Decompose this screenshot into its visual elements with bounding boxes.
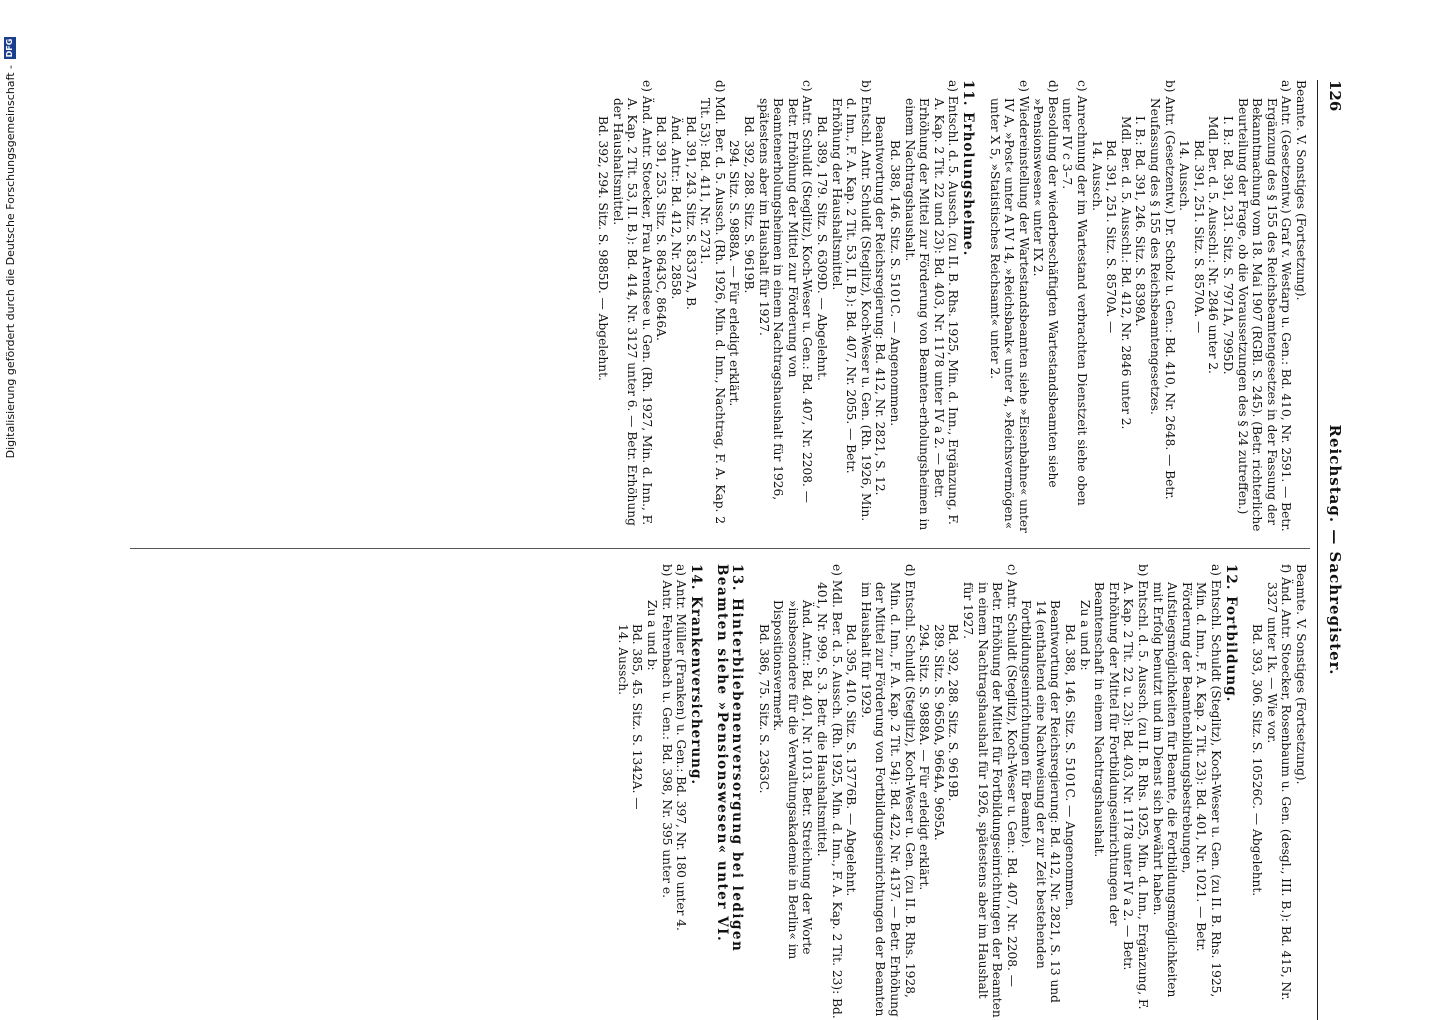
index-entry: I. B.: Bd. 391, 231. Sitz. S. 7971A, 7995D.: [1221, 116, 1236, 375]
index-entry: e) Wiedereinstellung der Wartestandsbeamten siehe »Eisenbahne« unter IV A, »Post« unter A IV 14, »Reichsbank« unter 4, »Reichsvermögen« unter X 5, »Statistisches Reichsamt« unter 2.: [987, 80, 1031, 533]
index-entry: 289. Sitz. S. 9650A, 9664A, 9695A.: [931, 624, 946, 841]
index-entry: 294. Sitz. S. 9888A. — Für erledigt erklärt.: [727, 140, 742, 407]
index-entry: Bd. 391, 251. Sitz. S. 8570A. —: [1104, 140, 1119, 334]
section-heading: 13. Hinterbliebenenversorgung bei ledigen Beamten siehe »Pensionswesen« unter VI.: [714, 564, 746, 953]
right-column: [615, 564, 1308, 1019]
index-entry: Bd. 391, 243. Sitz. S. 8337A, B.: [683, 116, 698, 310]
section-heading: 11. Erholungsheime.: [959, 80, 976, 257]
index-entry: Bd. 391, 251. Sitz. S. 8570A. —: [1191, 140, 1206, 334]
index-entry: b) Antr. (Gesetzentw.) Dr. Scholz u. Gen.: Bd. 410, Nr. 2648. — Betr. Neufassung des § 155 des Reichsbeamtengesetzes.: [1148, 80, 1177, 500]
index-entry: b) Antr. Fehrenbach u. Gen.: Bd. 398, Nr. 395 unter e.: [659, 564, 674, 898]
index-entry: Beantwortung der Reichsregierung: Bd. 412, Nr. 2821, S. 12.: [873, 116, 888, 496]
section-heading: 12. Fortbildung.: [1222, 564, 1239, 703]
index-entry: 294. Sitz. S. 9888A. — Für erledigt erklärt.: [917, 624, 932, 891]
index-entry: Zu a und b:: [645, 600, 660, 671]
index-entry: d) Mdl. Ber. d. 5. Aussch. (Rh. 1926, Min. d. Inn., Nachtrag, F. A. Kap. 2 Tit. 53): Bd. 411, Nr. 2731.: [698, 80, 727, 525]
index-entry: e) Mdl. Ber. d. 5. Aussch. (Rh. 1925, Min. d. Inn., F. A. Kap. 2 Tit. 23): Bd. 401, Nr. 999, S. 3. Betr. die Haushaltsmittel.: [815, 564, 844, 1019]
index-entry: d) Entschl. Schuldt (Steglitz), Koch-Weser u. Gen. (zu II. B. Rhs. 1928, Min. d. Inn., F. A. Kap. 2 Tit. 54): Bd. 422, Nr. 4137. — Betr. Erhöhung der Mittel zur Förderung von Fortbildungseinrichtungen der Beamten im Haushalt für 1929.: [858, 564, 917, 1017]
index-entry: c) Antr. Schuldt (Steglitz), Koch-Weser u. Gen.: Bd. 407, Nr. 2208. — Betr. Erhöhung der Mittel für Fortbildungseinrichtungen der Beamten in einem Nachtragshaushalt für 1926, spätestens aber im Haushalt für 1927.: [960, 564, 1019, 1018]
index-entry: Bd. 391, 253. Sitz. S. 8643C, 8646A.: [654, 116, 669, 341]
index-entry: Beamte. V. Sonstiges (Fortsetzung).: [1294, 564, 1308, 785]
index-entry: a) Antr. (Gesetzentw.) Graf v. Westarp u. Gen.: Bd. 410, Nr. 2591. — Betr. Ergänzung des § 155 des Reichsbeamtengesetzes in der Fassung der Bekanntmachung vom 18. Mai 1907 (RGBl. S. 245). (Betr. richterliche Beurteilung der Frage, ob die Voraussetzungen des § 24 zutreffen.): [1235, 80, 1294, 532]
index-entry: f) Änd. Antr. Stoecker, Rosenbaum u. Gen. (desgl., III. B.): Bd. 415, Nr. 3327 unter 1k. — Wie vor.: [1264, 564, 1294, 1001]
index-entry: Bd. 386, 75. Sitz. S. 2363C.: [756, 624, 771, 794]
index-entry: Mdl. Ber. d. 5. Ausschl.: Nr. 2846 unter 2.: [1206, 116, 1221, 374]
index-entry: e) Änd. Antr. Stoecker, Frau Arendsee u. Gen. (Rh. 1927, Min. d. Inn., F. A. Kap. 2 Tit. 53, II. B.): Bd. 414, Nr. 3127 unter 6. — Betr. Erhöhung der Haushaltsmittel.: [610, 80, 654, 526]
index-entry: 14. Aussch.: [1177, 140, 1192, 211]
page-header: [1322, 80, 1344, 1020]
index-entry: c) Anrechnung der im Wartestand verbrachten Dienstzeit siehe oben unter IV c 3–7.: [1060, 80, 1090, 506]
left-column: [596, 80, 1309, 535]
index-entry: Bd. 385, 45. Sitz. S. 1342A. —: [630, 624, 645, 810]
index-entry: Bd. 389, 179. Sitz. S. 6309D. — Abgelehnt.: [815, 116, 829, 381]
index-entry: 14. Aussch.: [1089, 140, 1104, 211]
index-entry: Bd. 388, 146. Sitz. S. 5101C. — Angenommen.: [887, 140, 902, 427]
index-entry: Bd. 395, 410. Sitz. S. 13776B. — Abgelehnt.: [844, 624, 859, 897]
index-entry: b) Entschl. Antr. Schuldt (Steglitz), Koch-Weser u. Gen. (Rh. 1926, Min. d. Inn., F. A. Kap. 2 Tit. 53, II. B.): Bd. 407, Nr. 2055. — Betr. Erhöhung der Haushaltsmittel.: [829, 80, 873, 522]
index-entry: 14. Aussch.: [615, 624, 630, 695]
page-number: 126: [1326, 80, 1344, 112]
index-entry: a) Entschl. d. 5. Aussch. (zu II. B. Rhs. 1925, Min. d. Inn., Ergänzung, F. A. Kap. 2 Tit. 22 und 23): Bd. 403, Nr. 1178 unter IV a 2. — Betr. Erhöhung der Mittel zur Förderung von Beamten-erholungsheimen in einem Nachtragshaushalt.: [902, 80, 961, 531]
column-divider: [130, 548, 1310, 549]
index-entry: a) Entschl. Schuldt (Steglitz), Koch-Weser u. Gen. (zu II. B. Rhs. 1925, Min. d. Inn., F. A. Kap. 2 Tit. 23): Bd. 401, Nr. 1021. — Betr. Förderung der Beamtenbildungsbestrebungen, Aufstiegsmöglichkeiten für Beamte, die Fortbildungsmöglichkeiten mit Erfolg benutzt und im Dienst sich bewährt haben.: [1150, 564, 1224, 998]
index-entry: Bd. 393, 306. Sitz. S. 10526C. — Abgelehnt.: [1250, 624, 1265, 897]
index-entry: Änd. Antr.: Bd. 412, Nr. 2858.: [669, 116, 684, 300]
index-entry: Beamte. V. Sonstiges (Fortsetzung).: [1294, 80, 1308, 301]
index-entry: Bd. 392, 288. Sitz. S. 9619B.: [946, 624, 961, 802]
index-entry: c) Antr. Schuldt (Steglitz), Koch-Weser u. Gen.: Bd. 407, Nr. 2208. — Betr. Erhöhung der Mittel zur Förderung von Beamtenerholungsheimen in einem Nachtragshaushalt für 1926, spätestens aber im Haushalt für 1927.: [756, 80, 815, 503]
index-entry: d) Besoldung der wiederbeschäftigten Wartestandsbeamten siehe »Pensionswesen« unter IX 2.: [1031, 80, 1060, 488]
index-entry: Bd. 392, 294. Sitz. S. 9885D. — Abgelehnt.: [596, 116, 611, 381]
index-entry: Bd. 388, 146. Sitz. S. 5101C. — Angenommen.: [1063, 624, 1078, 911]
index-entry: Änd. Antr.: Bd. 401, Nr. 1013. Betr. Streichung der Worte »insbesondere für die Verwaltungsakademie in Berlin« im Dispositionsvermerk.: [771, 600, 815, 960]
index-entry: Zu a und b:: [1077, 600, 1092, 671]
index-entry: I. B.: Bd. 391, 246. Sitz. S. 8398A.: [1133, 116, 1148, 327]
index-entry: b) Entschl. d. 5. Aussch. (zu II. B. Rhs. 1925, Min. d. Inn., Ergänzung, F. A. Kap. 2 Tit. 22 u. 23): Bd. 403, Nr. 1178 unter IV a 2. — Betr. Erhöhung der Mittel für Fortbildungseinrichtungen der Beamtenschaft in einem Nachtragshaushalt.: [1092, 564, 1151, 1010]
digitization-credit: [3, 37, 17, 977]
header-rule: [1317, 80, 1318, 1020]
running-title: Reichstag. — Sachregister.: [1326, 424, 1344, 676]
index-entry: Beantwortung der Reichsregierung: Bd. 412, Nr. 2821, S. 13 und 14 (enthaltend eine Nachweisung der zur Zeit bestehenden Fortbildungseinrichtungen für Beamte).: [1019, 600, 1063, 1003]
credit-text: Digitalisierung gefördert durch die Deutsche Forschungsgemeinschaft -: [3, 65, 17, 459]
index-entry: a) Antr. Müller (Franken) u. Gen.: Bd. 397, Nr. 180 unter 4.: [674, 564, 689, 931]
scanned-page: [120, 80, 1350, 1020]
index-entry: Bd. 392, 288. Sitz. S. 9619B.: [742, 116, 757, 294]
index-entry: Mdl. Ber. d. 5. Ausschl.: Bd. 412, Nr. 2846 unter 2.: [1118, 116, 1133, 430]
section-heading: 14. Krankenversicherung.: [687, 564, 704, 786]
dfg-logo-icon: DFG: [5, 38, 14, 58]
